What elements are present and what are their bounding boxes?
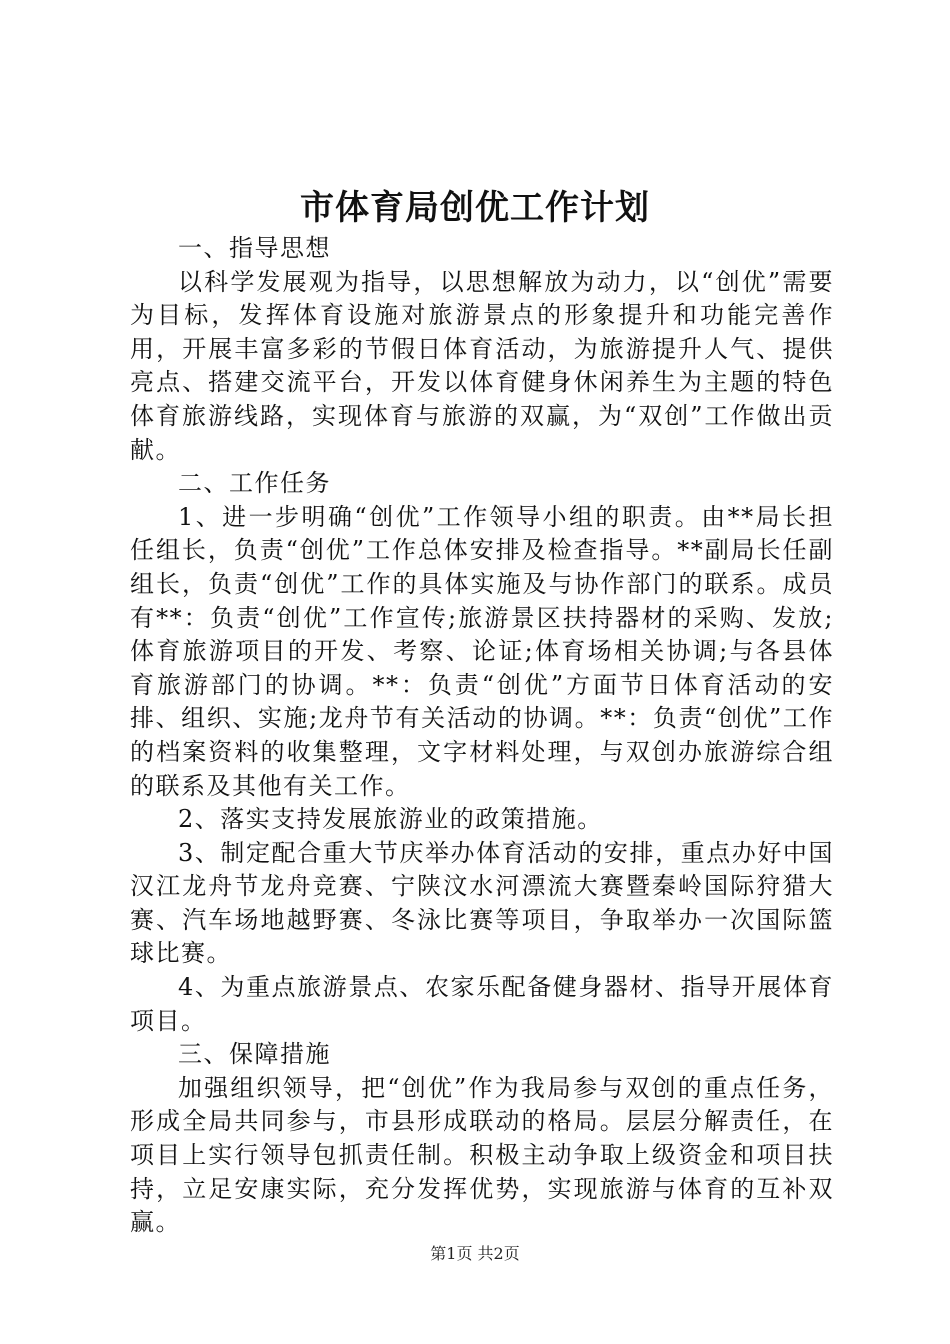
paragraph: 4、为重点旅游景点、农家乐配备健身器材、指导开展体育项目。	[130, 973, 834, 1035]
paragraph: 以科学发展观为指导，以思想解放为动力，以“创优”需要为目标，发挥体育设施对旅游景点的形象提升和功能完善作用，开展丰富多彩的节假日体育活动，为旅游提升人气、提供亮点、搭建交流平台，开发以体育健身休闲养生为主题的特色体育旅游线路，实现体育与旅游的双赢，为“双创”工作做出贡献。	[130, 267, 834, 464]
section-safeguard-measures	[130, 1038, 834, 1240]
document-title: 市体育局创优工作计划	[300, 188, 650, 228]
section-heading: 三、保障措施	[178, 1040, 331, 1069]
section-work-tasks	[130, 467, 834, 1038]
section-heading: 一、指导思想	[178, 234, 331, 262]
paragraph: 3、制定配合重大节庆举办体育活动的安排，重点办好中国汉江龙舟节龙舟竞赛、宁陕汶水河漂流大赛暨秦岭国际狩猎大赛、汽车场地越野赛、冬泳比赛等项目，争取举办一次国际篮球比赛。	[130, 838, 834, 968]
paragraph: 1、进一步明确“创优”工作领导小组的职责。由**局长担任组长，负责“创优”工作总体安排及检查指导。**副局长任副组长，负责“创优”工作的具体实施及与协作部门的联系。成员有**：负责“创优”工作宣传;旅游景区扶持器材的采购、发放;体育旅游项目的开发、考察、论证;体育场相关协调;与各县体育旅游部门的协调。**：负责“创优”方面节日体育活动的安排、组织、实施;龙舟节有关活动的协调。**：负责“创优”工作的档案资料的收集整理，文字材料处理，与双创办旅游综合组的联系及其他有关工作。	[130, 502, 834, 800]
paragraph: 加强组织领导，把“创优”作为我局参与双创的重点任务，形成全局共同参与，市县形成联动的格局。层层分解责任，在项目上实行领导包抓责任制。积极主动争取上级资金和项目扶持，立足安康实际，充分发挥优势，实现旅游与体育的互补双赢。	[130, 1073, 834, 1237]
section-guiding-thought	[130, 232, 834, 467]
section-heading: 二、工作任务	[178, 469, 331, 498]
document-body	[130, 232, 834, 1240]
paragraph: 2、落实支持发展旅游业的政策措施。	[178, 805, 603, 834]
page-footer: 第1页 共2页	[430, 1244, 520, 1263]
